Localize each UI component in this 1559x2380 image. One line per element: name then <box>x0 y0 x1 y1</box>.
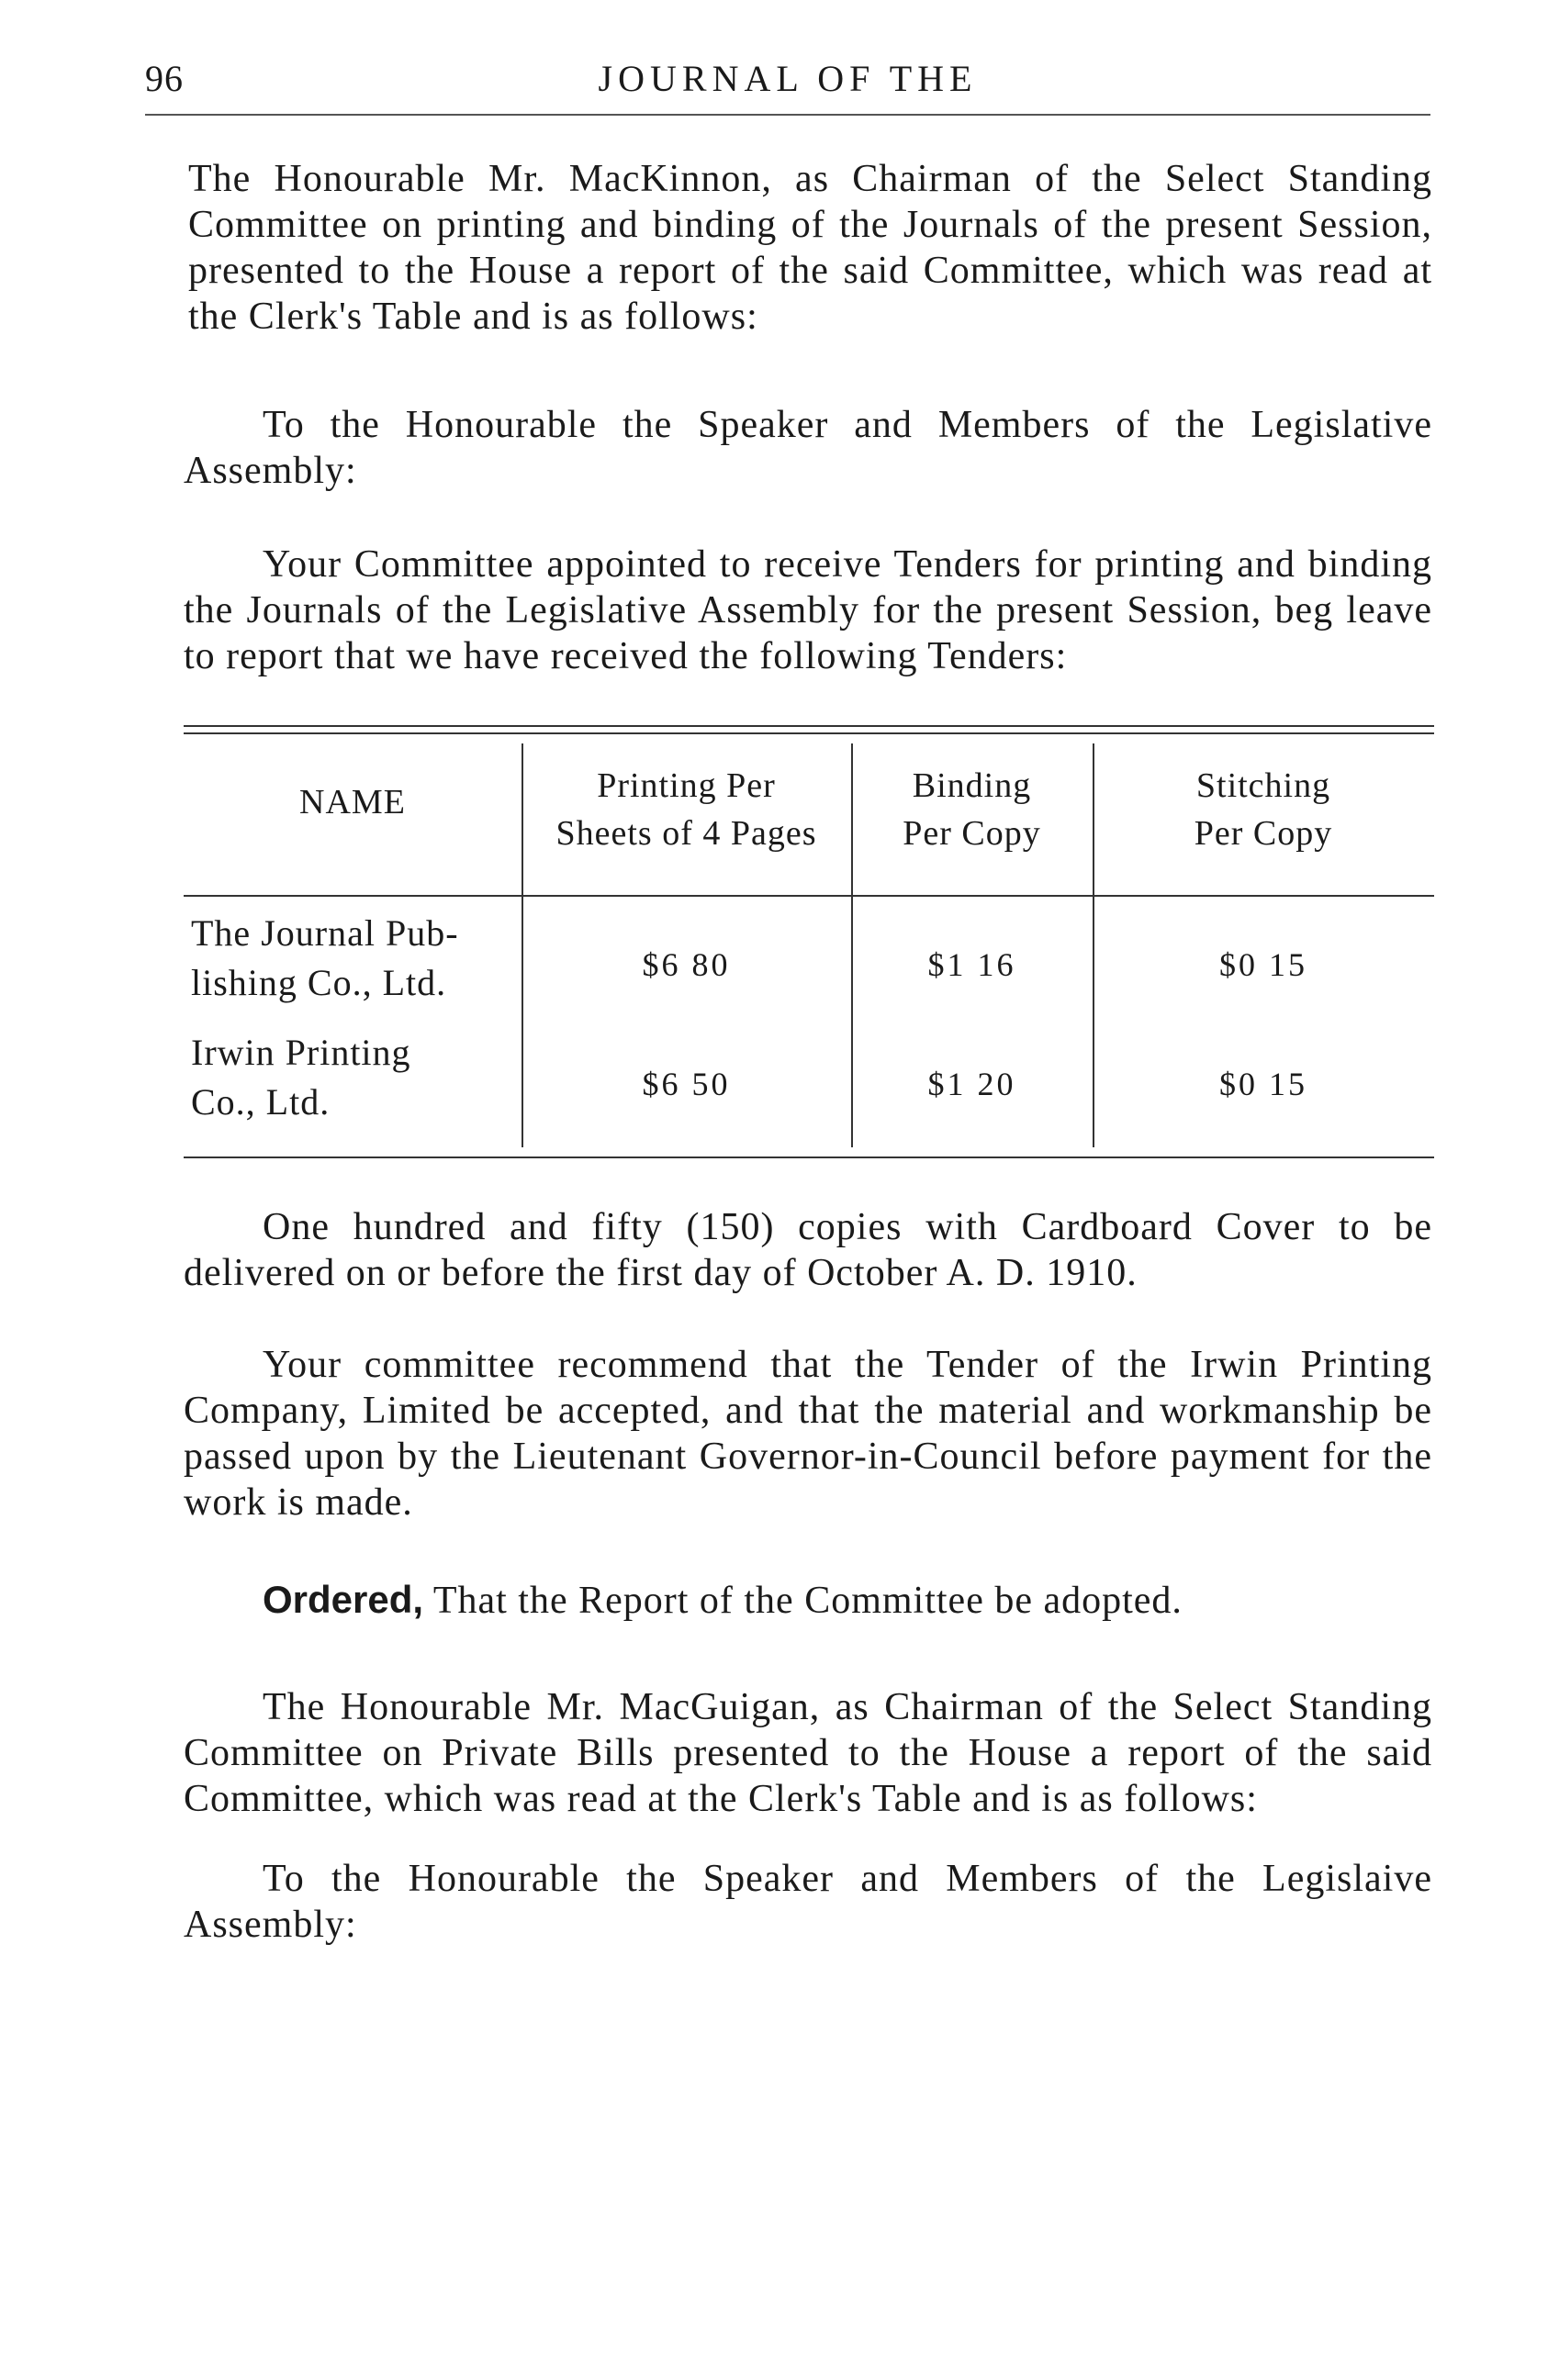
header-binding-line2: Per Copy <box>903 814 1041 853</box>
row-name-line1: The Journal Pub- <box>191 912 459 954</box>
header-printing-line2: Sheets of 4 Pages <box>555 814 817 853</box>
header-name: NAME <box>299 783 406 821</box>
table-top-rule <box>184 725 1434 727</box>
row-name-line1: Irwin Printing <box>191 1032 411 1073</box>
row-stitching-price: $0 15 <box>1219 946 1307 983</box>
ordered-text: That the Report of the Committee be adopted. <box>432 1580 1183 1622</box>
paragraph-recommendation: Your committee recommend that the Tender of the Irwin Printing Company, Limited be accepted, and that the material and workmanship be passed upon by the Lieutenant Governor-in-Council before payment for the work is made. <box>184 1344 1432 1524</box>
table-row-name <box>191 1028 512 1127</box>
paragraph-address: To the Honourable the Speaker and Members of the Legislative Assembly: <box>184 404 1432 492</box>
page-header <box>145 57 1430 112</box>
header-binding <box>851 762 1093 857</box>
header-printing <box>522 762 851 857</box>
ordered-label: Ordered, <box>263 1578 424 1621</box>
row-printing-price: $6 50 <box>642 1066 731 1102</box>
table-header-rule <box>184 895 1434 897</box>
row-name-line2: lishing Co., Ltd. <box>191 962 447 1003</box>
running-head: JOURNAL OF THE <box>598 58 978 99</box>
row-binding-price: $1 20 <box>927 1066 1016 1102</box>
paragraph-copies: One hundred and fifty (150) copies with Cardboard Cover to be delivered on or before the first day of October A. D. 1910. <box>184 1206 1432 1294</box>
row-binding-price: $1 16 <box>927 946 1016 983</box>
paragraph-macguigan-report: The Honourable Mr. MacGuigan, as Chairman of the Select Standing Committee on Private Bills presented to the House a report of the said Committee, which was read at the Clerk's Table and is as follows: <box>184 1686 1432 1820</box>
paragraph-committee-tenders: Your Committee appointed to receive Tenders for printing and binding the Journals of the Legislative Assembly for the present Session, beg leave to report that we have received the following Tenders: <box>184 543 1432 677</box>
paragraph-mackinnon-report: The Honourable Mr. MacKinnon, as Chairman of the Select Standing Committee on printing and binding of the Journals of the present Session, presented to the House a report of the said Committee, which was read at the Clerk's Table and is as follows: <box>188 158 1432 338</box>
header-printing-line1: Printing Per <box>597 766 776 805</box>
table-top-rule-2 <box>184 732 1434 734</box>
paragraph-address-2: To the Honourable the Speaker and Members of the Legislaive Assembly: <box>184 1858 1432 1946</box>
row-name-line2: Co., Ltd. <box>191 1081 331 1123</box>
header-stitching-line1: Stitching <box>1195 766 1331 805</box>
page-number: 96 <box>145 58 184 99</box>
table-bottom-rule <box>184 1156 1434 1158</box>
header-stitching <box>1093 762 1434 857</box>
row-printing-price: $6 80 <box>642 946 731 983</box>
tenders-table <box>184 725 1434 1175</box>
header-binding-line1: Binding <box>912 766 1032 805</box>
header-rule <box>145 114 1430 116</box>
table-row-name <box>191 909 512 1008</box>
header-stitching-line2: Per Copy <box>1194 814 1333 853</box>
row-stitching-price: $0 15 <box>1219 1066 1307 1102</box>
paragraph-ordered <box>184 1577 1432 1624</box>
